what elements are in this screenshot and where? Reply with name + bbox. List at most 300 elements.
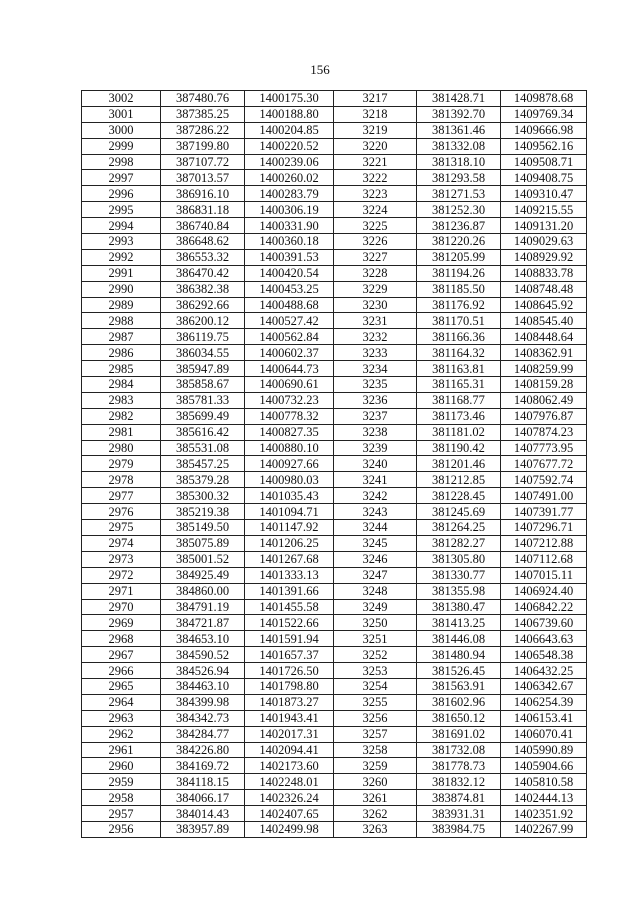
- y-coordinate-right-cell: 1406432.25: [501, 663, 587, 679]
- point-number-left-cell: 2982: [82, 408, 161, 424]
- point-number-left-cell: 2987: [82, 329, 161, 345]
- y-coordinate-left-cell: 1401455.58: [245, 599, 334, 615]
- point-number-left-cell: 2966: [82, 663, 161, 679]
- point-number-left-cell: 2995: [82, 202, 161, 218]
- y-coordinate-right-cell: 1406254.39: [501, 694, 587, 710]
- y-coordinate-left-cell: 1400306.19: [245, 202, 334, 218]
- y-coordinate-right-cell: 1409769.34: [501, 106, 587, 122]
- point-number-right-cell: 3256: [334, 710, 417, 726]
- x-coordinate-right-cell: 381428.71: [417, 91, 501, 107]
- y-coordinate-right-cell: 1407015.11: [501, 567, 587, 583]
- point-number-left-cell: 2998: [82, 154, 161, 170]
- x-coordinate-right-cell: 381832.12: [417, 774, 501, 790]
- y-coordinate-right-cell: 1407773.95: [501, 440, 587, 456]
- x-coordinate-left-cell: 385149.50: [161, 520, 245, 536]
- y-coordinate-left-cell: 1401943.41: [245, 710, 334, 726]
- y-coordinate-left-cell: 1400331.90: [245, 218, 334, 234]
- x-coordinate-left-cell: 385300.32: [161, 488, 245, 504]
- y-coordinate-left-cell: 1400562.84: [245, 329, 334, 345]
- y-coordinate-right-cell: 1409666.98: [501, 122, 587, 138]
- y-coordinate-left-cell: 1401522.66: [245, 615, 334, 631]
- y-coordinate-left-cell: 1400175.30: [245, 91, 334, 107]
- y-coordinate-right-cell: 1409562.16: [501, 138, 587, 154]
- x-coordinate-left-cell: 384169.72: [161, 758, 245, 774]
- x-coordinate-right-cell: 381361.46: [417, 122, 501, 138]
- x-coordinate-left-cell: 386034.55: [161, 345, 245, 361]
- point-number-left-cell: 2970: [82, 599, 161, 615]
- y-coordinate-right-cell: 1407491.00: [501, 488, 587, 504]
- y-coordinate-right-cell: 1407112.68: [501, 551, 587, 567]
- y-coordinate-right-cell: 1408545.40: [501, 313, 587, 329]
- x-coordinate-right-cell: 381332.08: [417, 138, 501, 154]
- y-coordinate-left-cell: 1400980.03: [245, 472, 334, 488]
- y-coordinate-left-cell: 1402173.60: [245, 758, 334, 774]
- point-number-right-cell: 3247: [334, 567, 417, 583]
- table-row: [82, 122, 587, 138]
- y-coordinate-right-cell: 1408929.92: [501, 249, 587, 265]
- point-number-right-cell: 3224: [334, 202, 417, 218]
- point-number-left-cell: 2968: [82, 631, 161, 647]
- x-coordinate-left-cell: 385858.67: [161, 377, 245, 393]
- table-row: [82, 488, 587, 504]
- table-row: [82, 742, 587, 758]
- point-number-right-cell: 3237: [334, 408, 417, 424]
- point-number-right-cell: 3230: [334, 297, 417, 313]
- y-coordinate-right-cell: 1407874.23: [501, 424, 587, 440]
- point-number-right-cell: 3223: [334, 186, 417, 202]
- table-row: [82, 424, 587, 440]
- table-row: [82, 472, 587, 488]
- x-coordinate-left-cell: 386740.84: [161, 218, 245, 234]
- y-coordinate-left-cell: 1400602.37: [245, 345, 334, 361]
- point-number-left-cell: 2964: [82, 694, 161, 710]
- table-row: [82, 377, 587, 393]
- x-coordinate-left-cell: 384463.10: [161, 678, 245, 694]
- point-number-right-cell: 3260: [334, 774, 417, 790]
- y-coordinate-left-cell: 1401391.66: [245, 583, 334, 599]
- table-row: [82, 91, 587, 107]
- x-coordinate-left-cell: 384590.52: [161, 647, 245, 663]
- x-coordinate-right-cell: 381165.31: [417, 377, 501, 393]
- x-coordinate-right-cell: 381318.10: [417, 154, 501, 170]
- point-number-left-cell: 2969: [82, 615, 161, 631]
- x-coordinate-right-cell: 383874.81: [417, 790, 501, 806]
- table-row: [82, 170, 587, 186]
- point-number-left-cell: 2978: [82, 472, 161, 488]
- point-number-left-cell: 2980: [82, 440, 161, 456]
- point-number-right-cell: 3242: [334, 488, 417, 504]
- x-coordinate-right-cell: 381212.85: [417, 472, 501, 488]
- y-coordinate-right-cell: 1405904.66: [501, 758, 587, 774]
- x-coordinate-right-cell: 381732.08: [417, 742, 501, 758]
- y-coordinate-left-cell: 1400220.52: [245, 138, 334, 154]
- table-row: [82, 202, 587, 218]
- y-coordinate-left-cell: 1400644.73: [245, 361, 334, 377]
- point-number-left-cell: 3000: [82, 122, 161, 138]
- point-number-right-cell: 3251: [334, 631, 417, 647]
- y-coordinate-right-cell: 1407296.71: [501, 520, 587, 536]
- y-coordinate-left-cell: 1401657.37: [245, 647, 334, 663]
- point-number-left-cell: 2988: [82, 313, 161, 329]
- point-number-left-cell: 2991: [82, 265, 161, 281]
- x-coordinate-left-cell: 385781.33: [161, 392, 245, 408]
- y-coordinate-left-cell: 1400453.25: [245, 281, 334, 297]
- y-coordinate-left-cell: 1402017.31: [245, 726, 334, 742]
- y-coordinate-right-cell: 1406548.38: [501, 647, 587, 663]
- table-row: [82, 790, 587, 806]
- x-coordinate-right-cell: 381778.73: [417, 758, 501, 774]
- x-coordinate-left-cell: 384118.15: [161, 774, 245, 790]
- y-coordinate-left-cell: 1400732.23: [245, 392, 334, 408]
- point-number-right-cell: 3218: [334, 106, 417, 122]
- point-number-left-cell: 2977: [82, 488, 161, 504]
- x-coordinate-left-cell: 384925.49: [161, 567, 245, 583]
- y-coordinate-left-cell: 1400527.42: [245, 313, 334, 329]
- y-coordinate-right-cell: 1408833.78: [501, 265, 587, 281]
- x-coordinate-right-cell: 381166.36: [417, 329, 501, 345]
- x-coordinate-right-cell: 381480.94: [417, 647, 501, 663]
- table-row: [82, 297, 587, 313]
- table-row: [82, 456, 587, 472]
- point-number-left-cell: 2959: [82, 774, 161, 790]
- y-coordinate-left-cell: 1401873.27: [245, 694, 334, 710]
- x-coordinate-left-cell: 384526.94: [161, 663, 245, 679]
- table-row: [82, 758, 587, 774]
- table-row: [82, 806, 587, 822]
- point-number-left-cell: 2997: [82, 170, 161, 186]
- y-coordinate-right-cell: 1408448.64: [501, 329, 587, 345]
- table-row: [82, 583, 587, 599]
- table-row: [82, 440, 587, 456]
- point-number-left-cell: 2981: [82, 424, 161, 440]
- y-coordinate-right-cell: 1407592.74: [501, 472, 587, 488]
- x-coordinate-left-cell: 386553.32: [161, 249, 245, 265]
- y-coordinate-left-cell: 1400239.06: [245, 154, 334, 170]
- x-coordinate-left-cell: 384860.00: [161, 583, 245, 599]
- x-coordinate-left-cell: 385947.89: [161, 361, 245, 377]
- y-coordinate-left-cell: 1400420.54: [245, 265, 334, 281]
- point-number-right-cell: 3249: [334, 599, 417, 615]
- y-coordinate-left-cell: 1400488.68: [245, 297, 334, 313]
- point-number-left-cell: 2956: [82, 821, 161, 837]
- point-number-right-cell: 3250: [334, 615, 417, 631]
- x-coordinate-right-cell: 381602.96: [417, 694, 501, 710]
- table-row: [82, 631, 587, 647]
- table-row: [82, 567, 587, 583]
- x-coordinate-right-cell: 381691.02: [417, 726, 501, 742]
- x-coordinate-left-cell: 384284.77: [161, 726, 245, 742]
- point-number-right-cell: 3221: [334, 154, 417, 170]
- y-coordinate-left-cell: 1402499.98: [245, 821, 334, 837]
- point-number-left-cell: 2999: [82, 138, 161, 154]
- x-coordinate-right-cell: 381181.02: [417, 424, 501, 440]
- x-coordinate-right-cell: 381176.92: [417, 297, 501, 313]
- point-number-left-cell: 2957: [82, 806, 161, 822]
- table-row: [82, 392, 587, 408]
- y-coordinate-right-cell: 1409878.68: [501, 91, 587, 107]
- point-number-right-cell: 3255: [334, 694, 417, 710]
- x-coordinate-left-cell: 383957.89: [161, 821, 245, 837]
- x-coordinate-right-cell: 381563.91: [417, 678, 501, 694]
- table-row: [82, 106, 587, 122]
- table-row: [82, 774, 587, 790]
- y-coordinate-right-cell: 1408645.92: [501, 297, 587, 313]
- point-number-right-cell: 3259: [334, 758, 417, 774]
- point-number-left-cell: 2960: [82, 758, 161, 774]
- point-number-left-cell: 2963: [82, 710, 161, 726]
- table-row: [82, 329, 587, 345]
- point-number-right-cell: 3263: [334, 821, 417, 837]
- x-coordinate-left-cell: 384226.80: [161, 742, 245, 758]
- point-number-left-cell: 2984: [82, 377, 161, 393]
- point-number-left-cell: 3002: [82, 91, 161, 107]
- table-row: [82, 821, 587, 837]
- x-coordinate-right-cell: 381380.47: [417, 599, 501, 615]
- y-coordinate-left-cell: 1401726.50: [245, 663, 334, 679]
- y-coordinate-right-cell: 1405990.89: [501, 742, 587, 758]
- point-number-right-cell: 3220: [334, 138, 417, 154]
- y-coordinate-right-cell: 1406643.63: [501, 631, 587, 647]
- x-coordinate-right-cell: 381252.30: [417, 202, 501, 218]
- x-coordinate-right-cell: 381185.50: [417, 281, 501, 297]
- x-coordinate-right-cell: 381392.70: [417, 106, 501, 122]
- point-number-right-cell: 3219: [334, 122, 417, 138]
- x-coordinate-right-cell: 381164.32: [417, 345, 501, 361]
- table-row: [82, 710, 587, 726]
- x-coordinate-left-cell: 387286.22: [161, 122, 245, 138]
- y-coordinate-left-cell: 1400880.10: [245, 440, 334, 456]
- table-row: [82, 694, 587, 710]
- y-coordinate-left-cell: 1401206.25: [245, 535, 334, 551]
- point-number-right-cell: 3227: [334, 249, 417, 265]
- x-coordinate-left-cell: 387199.80: [161, 138, 245, 154]
- y-coordinate-right-cell: 1406342.67: [501, 678, 587, 694]
- point-number-left-cell: 2983: [82, 392, 161, 408]
- point-number-right-cell: 3236: [334, 392, 417, 408]
- y-coordinate-right-cell: 1409508.71: [501, 154, 587, 170]
- point-number-right-cell: 3246: [334, 551, 417, 567]
- x-coordinate-right-cell: 381190.42: [417, 440, 501, 456]
- y-coordinate-left-cell: 1400927.66: [245, 456, 334, 472]
- table-row: [82, 234, 587, 250]
- table-row: [82, 361, 587, 377]
- point-number-right-cell: 3262: [334, 806, 417, 822]
- x-coordinate-right-cell: 381220.26: [417, 234, 501, 250]
- point-number-right-cell: 3238: [334, 424, 417, 440]
- y-coordinate-left-cell: 1400391.53: [245, 249, 334, 265]
- x-coordinate-right-cell: 381170.51: [417, 313, 501, 329]
- point-number-right-cell: 3245: [334, 535, 417, 551]
- point-number-right-cell: 3232: [334, 329, 417, 345]
- x-coordinate-right-cell: 381205.99: [417, 249, 501, 265]
- table-row: [82, 345, 587, 361]
- point-number-right-cell: 3244: [334, 520, 417, 536]
- y-coordinate-right-cell: 1408062.49: [501, 392, 587, 408]
- x-coordinate-left-cell: 385699.49: [161, 408, 245, 424]
- table-row: [82, 138, 587, 154]
- y-coordinate-left-cell: 1402094.41: [245, 742, 334, 758]
- x-coordinate-right-cell: 381245.69: [417, 504, 501, 520]
- y-coordinate-right-cell: 1402267.99: [501, 821, 587, 837]
- point-number-right-cell: 3258: [334, 742, 417, 758]
- x-coordinate-right-cell: 381446.08: [417, 631, 501, 647]
- point-number-right-cell: 3257: [334, 726, 417, 742]
- y-coordinate-left-cell: 1401035.43: [245, 488, 334, 504]
- x-coordinate-left-cell: 385616.42: [161, 424, 245, 440]
- x-coordinate-right-cell: 381168.77: [417, 392, 501, 408]
- point-number-left-cell: 2965: [82, 678, 161, 694]
- y-coordinate-right-cell: 1408159.28: [501, 377, 587, 393]
- y-coordinate-left-cell: 1400260.02: [245, 170, 334, 186]
- y-coordinate-right-cell: 1408362.91: [501, 345, 587, 361]
- x-coordinate-left-cell: 384721.87: [161, 615, 245, 631]
- point-number-right-cell: 3240: [334, 456, 417, 472]
- point-number-left-cell: 2975: [82, 520, 161, 536]
- table-row: [82, 726, 587, 742]
- x-coordinate-left-cell: 386831.18: [161, 202, 245, 218]
- y-coordinate-right-cell: 1406153.41: [501, 710, 587, 726]
- table-row: [82, 218, 587, 234]
- x-coordinate-right-cell: 383931.31: [417, 806, 501, 822]
- y-coordinate-left-cell: 1401267.68: [245, 551, 334, 567]
- y-coordinate-left-cell: 1400778.32: [245, 408, 334, 424]
- point-number-left-cell: 2961: [82, 742, 161, 758]
- point-number-left-cell: 2985: [82, 361, 161, 377]
- point-number-left-cell: 2996: [82, 186, 161, 202]
- x-coordinate-right-cell: 381305.80: [417, 551, 501, 567]
- x-coordinate-left-cell: 386470.42: [161, 265, 245, 281]
- y-coordinate-right-cell: 1409408.75: [501, 170, 587, 186]
- table-row: [82, 663, 587, 679]
- x-coordinate-right-cell: 381228.45: [417, 488, 501, 504]
- table-row: [82, 504, 587, 520]
- coordinates-table-body: [82, 91, 587, 838]
- x-coordinate-left-cell: 384066.17: [161, 790, 245, 806]
- point-number-right-cell: 3225: [334, 218, 417, 234]
- x-coordinate-right-cell: 381264.25: [417, 520, 501, 536]
- x-coordinate-right-cell: 381271.53: [417, 186, 501, 202]
- point-number-right-cell: 3248: [334, 583, 417, 599]
- x-coordinate-left-cell: 384342.73: [161, 710, 245, 726]
- x-coordinate-left-cell: 384791.19: [161, 599, 245, 615]
- y-coordinate-right-cell: 1405810.58: [501, 774, 587, 790]
- y-coordinate-right-cell: 1409131.20: [501, 218, 587, 234]
- table-row: [82, 249, 587, 265]
- table-row: [82, 265, 587, 281]
- page-number: 156: [310, 62, 330, 77]
- x-coordinate-left-cell: 387107.72: [161, 154, 245, 170]
- y-coordinate-left-cell: 1401591.94: [245, 631, 334, 647]
- y-coordinate-right-cell: 1406739.60: [501, 615, 587, 631]
- x-coordinate-right-cell: 381330.77: [417, 567, 501, 583]
- point-number-left-cell: 2990: [82, 281, 161, 297]
- table-row: [82, 281, 587, 297]
- y-coordinate-left-cell: 1402248.01: [245, 774, 334, 790]
- point-number-right-cell: 3229: [334, 281, 417, 297]
- x-coordinate-left-cell: 384014.43: [161, 806, 245, 822]
- point-number-left-cell: 2971: [82, 583, 161, 599]
- point-number-right-cell: 3226: [334, 234, 417, 250]
- x-coordinate-right-cell: 381293.58: [417, 170, 501, 186]
- y-coordinate-right-cell: 1402351.92: [501, 806, 587, 822]
- y-coordinate-left-cell: 1400188.80: [245, 106, 334, 122]
- y-coordinate-right-cell: 1407677.72: [501, 456, 587, 472]
- x-coordinate-right-cell: 381163.81: [417, 361, 501, 377]
- y-coordinate-left-cell: 1402326.24: [245, 790, 334, 806]
- point-number-right-cell: 3241: [334, 472, 417, 488]
- point-number-left-cell: 2958: [82, 790, 161, 806]
- y-coordinate-right-cell: 1409029.63: [501, 234, 587, 250]
- point-number-left-cell: 2972: [82, 567, 161, 583]
- table-row: [82, 408, 587, 424]
- x-coordinate-left-cell: 386200.12: [161, 313, 245, 329]
- point-number-right-cell: 3254: [334, 678, 417, 694]
- y-coordinate-right-cell: 1406070.41: [501, 726, 587, 742]
- coordinates-table: [81, 90, 587, 838]
- x-coordinate-left-cell: 385001.52: [161, 551, 245, 567]
- point-number-left-cell: 2992: [82, 249, 161, 265]
- x-coordinate-right-cell: 381201.46: [417, 456, 501, 472]
- y-coordinate-left-cell: 1402407.65: [245, 806, 334, 822]
- y-coordinate-left-cell: 1400204.85: [245, 122, 334, 138]
- x-coordinate-left-cell: 386916.10: [161, 186, 245, 202]
- y-coordinate-right-cell: 1407391.77: [501, 504, 587, 520]
- point-number-right-cell: 3243: [334, 504, 417, 520]
- x-coordinate-left-cell: 386382.38: [161, 281, 245, 297]
- table-row: [82, 551, 587, 567]
- x-coordinate-right-cell: 381526.45: [417, 663, 501, 679]
- point-number-right-cell: 3228: [334, 265, 417, 281]
- table-row: [82, 520, 587, 536]
- x-coordinate-right-cell: 381650.12: [417, 710, 501, 726]
- y-coordinate-right-cell: 1406842.22: [501, 599, 587, 615]
- x-coordinate-right-cell: 381194.26: [417, 265, 501, 281]
- y-coordinate-right-cell: 1407212.88: [501, 535, 587, 551]
- point-number-left-cell: 2986: [82, 345, 161, 361]
- y-coordinate-right-cell: 1408748.48: [501, 281, 587, 297]
- point-number-left-cell: 2989: [82, 297, 161, 313]
- y-coordinate-right-cell: 1408259.99: [501, 361, 587, 377]
- point-number-right-cell: 3235: [334, 377, 417, 393]
- x-coordinate-left-cell: 387385.25: [161, 106, 245, 122]
- point-number-right-cell: 3231: [334, 313, 417, 329]
- point-number-right-cell: 3261: [334, 790, 417, 806]
- point-number-right-cell: 3222: [334, 170, 417, 186]
- point-number-left-cell: 2979: [82, 456, 161, 472]
- point-number-left-cell: 2974: [82, 535, 161, 551]
- x-coordinate-right-cell: 381355.98: [417, 583, 501, 599]
- x-coordinate-left-cell: 386648.62: [161, 234, 245, 250]
- x-coordinate-left-cell: 385075.89: [161, 535, 245, 551]
- table-row: [82, 154, 587, 170]
- table-row: [82, 313, 587, 329]
- point-number-left-cell: 2967: [82, 647, 161, 663]
- x-coordinate-right-cell: 381282.27: [417, 535, 501, 551]
- point-number-left-cell: 2994: [82, 218, 161, 234]
- y-coordinate-left-cell: 1401094.71: [245, 504, 334, 520]
- point-number-left-cell: 2962: [82, 726, 161, 742]
- y-coordinate-left-cell: 1400360.18: [245, 234, 334, 250]
- y-coordinate-right-cell: 1409215.55: [501, 202, 587, 218]
- point-number-left-cell: 3001: [82, 106, 161, 122]
- point-number-left-cell: 2993: [82, 234, 161, 250]
- table-row: [82, 615, 587, 631]
- table-row: [82, 186, 587, 202]
- point-number-right-cell: 3217: [334, 91, 417, 107]
- x-coordinate-left-cell: 384653.10: [161, 631, 245, 647]
- y-coordinate-left-cell: 1401147.92: [245, 520, 334, 536]
- y-coordinate-left-cell: 1401333.13: [245, 567, 334, 583]
